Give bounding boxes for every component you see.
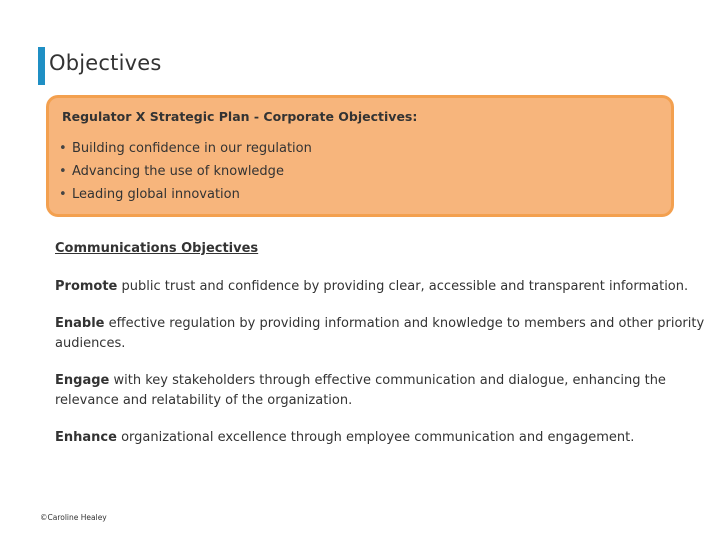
bullet-icon: • — [59, 187, 67, 202]
list-item — [59, 137, 312, 160]
objective-text: effective regulation by providing information and knowledge to members and other priority audiences. — [55, 316, 705, 351]
objective-text: organizational excellence through employee communication and engagement. — [116, 430, 635, 445]
bullet-icon: • — [59, 164, 67, 179]
communications-heading: Communications Objectives — [55, 241, 259, 256]
communications-section — [55, 240, 705, 448]
objective-paragraph — [55, 277, 705, 297]
list-item — [59, 160, 312, 183]
objective-paragraph — [55, 428, 705, 448]
list-item-text: Advancing the use of knowledge — [72, 164, 284, 179]
objective-lead-word: Promote — [55, 279, 118, 294]
objective-paragraph — [55, 371, 705, 411]
objective-lead-word: Engage — [55, 373, 110, 388]
objective-lead-word: Enhance — [55, 430, 117, 445]
corporate-objectives-heading: Regulator X Strategic Plan - Corporate Objectives: — [62, 109, 418, 124]
copyright-footer: ©Caroline Healey — [40, 513, 107, 522]
page-title: Objectives — [49, 51, 162, 75]
corporate-objectives-list — [59, 137, 312, 206]
objective-text: public trust and confidence by providing clear, accessible and transparent information. — [117, 279, 689, 294]
objective-lead-word: Enable — [55, 316, 105, 331]
corporate-objectives-box — [46, 95, 674, 217]
list-item-text: Building confidence in our regulation — [72, 141, 312, 156]
list-item-text: Leading global innovation — [72, 187, 240, 202]
objective-text: with key stakeholders through effective communication and dialogue, enhancing the relevance and relatability of the organization. — [55, 373, 666, 408]
bullet-icon: • — [59, 141, 67, 156]
list-item — [59, 183, 312, 206]
objective-paragraph — [55, 314, 705, 354]
title-accent-bar — [38, 47, 45, 85]
